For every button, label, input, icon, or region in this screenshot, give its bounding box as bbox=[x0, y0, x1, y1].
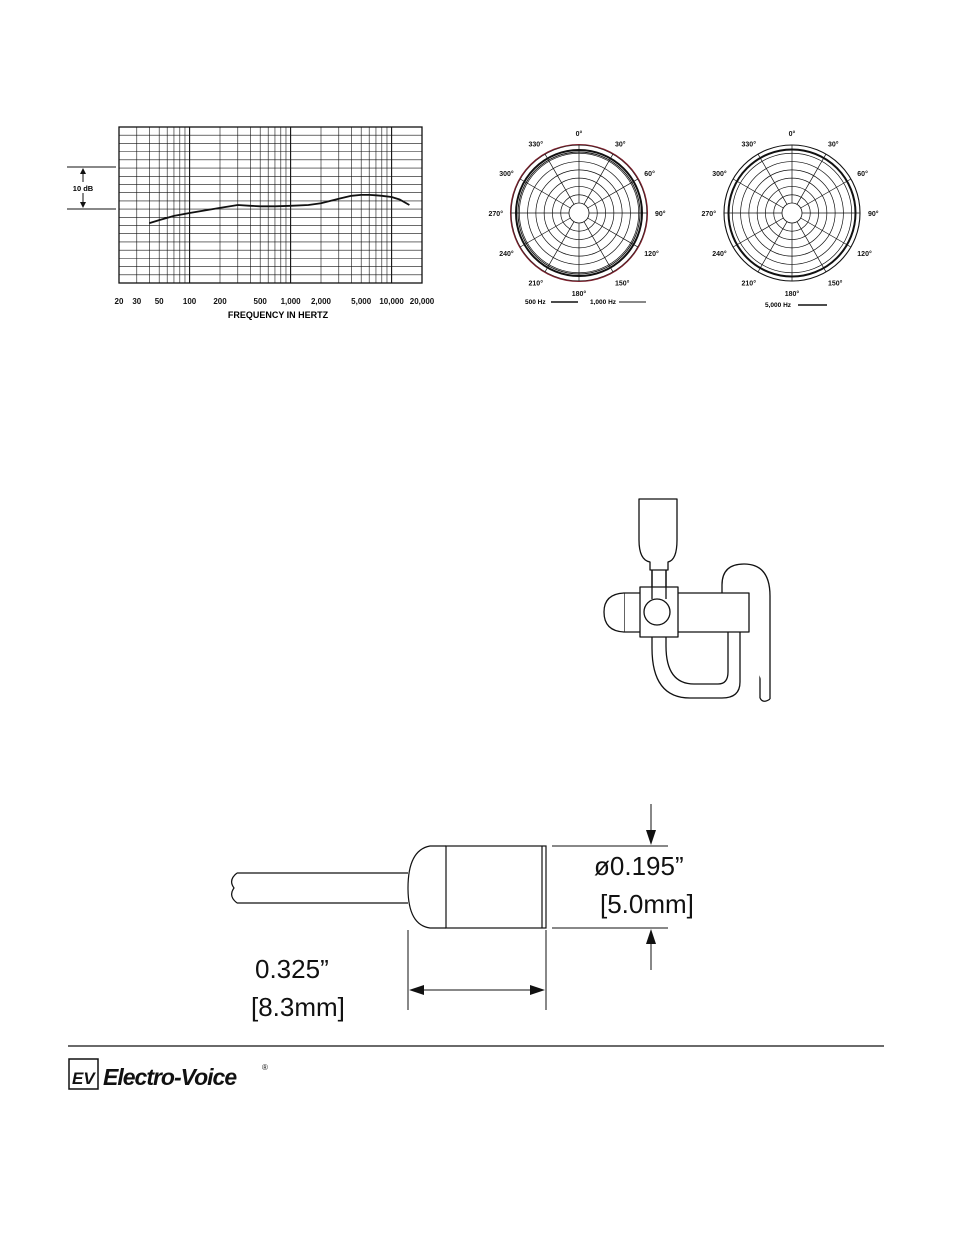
diameter-mm-label: [5.0mm] bbox=[600, 889, 694, 919]
svg-text:EV: EV bbox=[72, 1069, 95, 1088]
cable-end bbox=[232, 873, 237, 903]
freq-tick-label: 2,000 bbox=[310, 297, 332, 306]
polar-center-ring bbox=[569, 203, 589, 223]
polar-angle-label: 300° bbox=[499, 171, 514, 178]
freq-tick-label: 200 bbox=[213, 297, 227, 306]
polar-angle-label: 330° bbox=[528, 141, 543, 149]
polar-angle-label: 120° bbox=[644, 251, 659, 258]
ev-logo-mark bbox=[69, 1059, 98, 1089]
cable-outline bbox=[237, 873, 408, 903]
microphone-clip-illustration bbox=[604, 499, 770, 701]
length-inches-label: 0.325” bbox=[255, 954, 329, 984]
mic-head bbox=[408, 846, 446, 928]
polar-pattern-chart-2 bbox=[702, 130, 879, 309]
polar-angle-label: 180° bbox=[571, 291, 587, 298]
scale-marker bbox=[67, 167, 116, 209]
polar-angle-label: 120° bbox=[857, 251, 872, 258]
mic-body bbox=[446, 846, 546, 928]
polar-angle-label: 30° bbox=[615, 141, 626, 149]
freq-x-axis-label: FREQUENCY IN HERTZ bbox=[227, 310, 329, 320]
legend-500hz-label: 500 Hz bbox=[525, 299, 546, 306]
polar-angle-label: 60° bbox=[857, 171, 868, 178]
freq-tick-labels bbox=[115, 297, 435, 306]
diameter-inches-label: ø0.195” bbox=[594, 851, 684, 881]
polar-angle-label: 90° bbox=[868, 211, 879, 218]
polar-angle-label: 270° bbox=[701, 211, 716, 218]
freq-grid bbox=[119, 127, 422, 283]
polar-angle-label: 210° bbox=[741, 280, 756, 288]
polar-pattern-chart-1 bbox=[489, 130, 666, 306]
freq-tick-label: 30 bbox=[132, 297, 142, 306]
length-mm-label: [8.3mm] bbox=[251, 992, 345, 1022]
polar-angle-label: 180° bbox=[784, 291, 800, 298]
registered-mark: ® bbox=[262, 1063, 268, 1072]
polar-angle-label: 210° bbox=[528, 280, 543, 288]
polar-angle-label: 150° bbox=[615, 280, 630, 288]
freq-tick-label: 1,000 bbox=[280, 297, 301, 306]
legend-1000hz-label: 1,000 Hz bbox=[590, 299, 617, 306]
freq-tick-label: 50 bbox=[154, 297, 164, 306]
freq-tick-label: 100 bbox=[182, 297, 197, 306]
polar1-legend bbox=[525, 299, 646, 306]
freq-tick-label: 5,000 bbox=[351, 297, 372, 306]
scale-marker-label: 10 dB bbox=[72, 184, 94, 193]
polar-angle-label: 240° bbox=[712, 251, 727, 258]
polar-angle-label: 0° bbox=[575, 131, 583, 138]
polar2-legend bbox=[765, 302, 827, 309]
polar-angle-label: 90° bbox=[655, 211, 666, 218]
freq-tick-label: 10,000 bbox=[379, 297, 404, 306]
polar-angle-label: 270° bbox=[488, 211, 503, 218]
polar-angle-label: 60° bbox=[644, 171, 655, 178]
polar-angle-label: 240° bbox=[499, 251, 514, 258]
polar-angle-label: 300° bbox=[712, 171, 727, 178]
brand-wordmark: Electro-Voice bbox=[103, 1064, 237, 1090]
freq-tick-label: 500 bbox=[253, 297, 267, 306]
frequency-response-chart bbox=[67, 127, 435, 320]
polar-angle-label: 0° bbox=[788, 131, 796, 138]
polar1-grid bbox=[511, 145, 648, 282]
polar-angle-label: 30° bbox=[828, 141, 839, 149]
polar-angle-label: 330° bbox=[741, 141, 756, 149]
polar2-grid bbox=[724, 145, 860, 281]
freq-tick-label: 20 bbox=[114, 297, 124, 306]
freq-plot-frame bbox=[119, 127, 422, 283]
legend-5000hz-label: 5,000 Hz bbox=[765, 302, 792, 309]
polar-angle-label: 150° bbox=[828, 280, 843, 288]
polar-center-ring bbox=[782, 203, 802, 223]
freq-tick-label: 20,000 bbox=[409, 297, 435, 306]
